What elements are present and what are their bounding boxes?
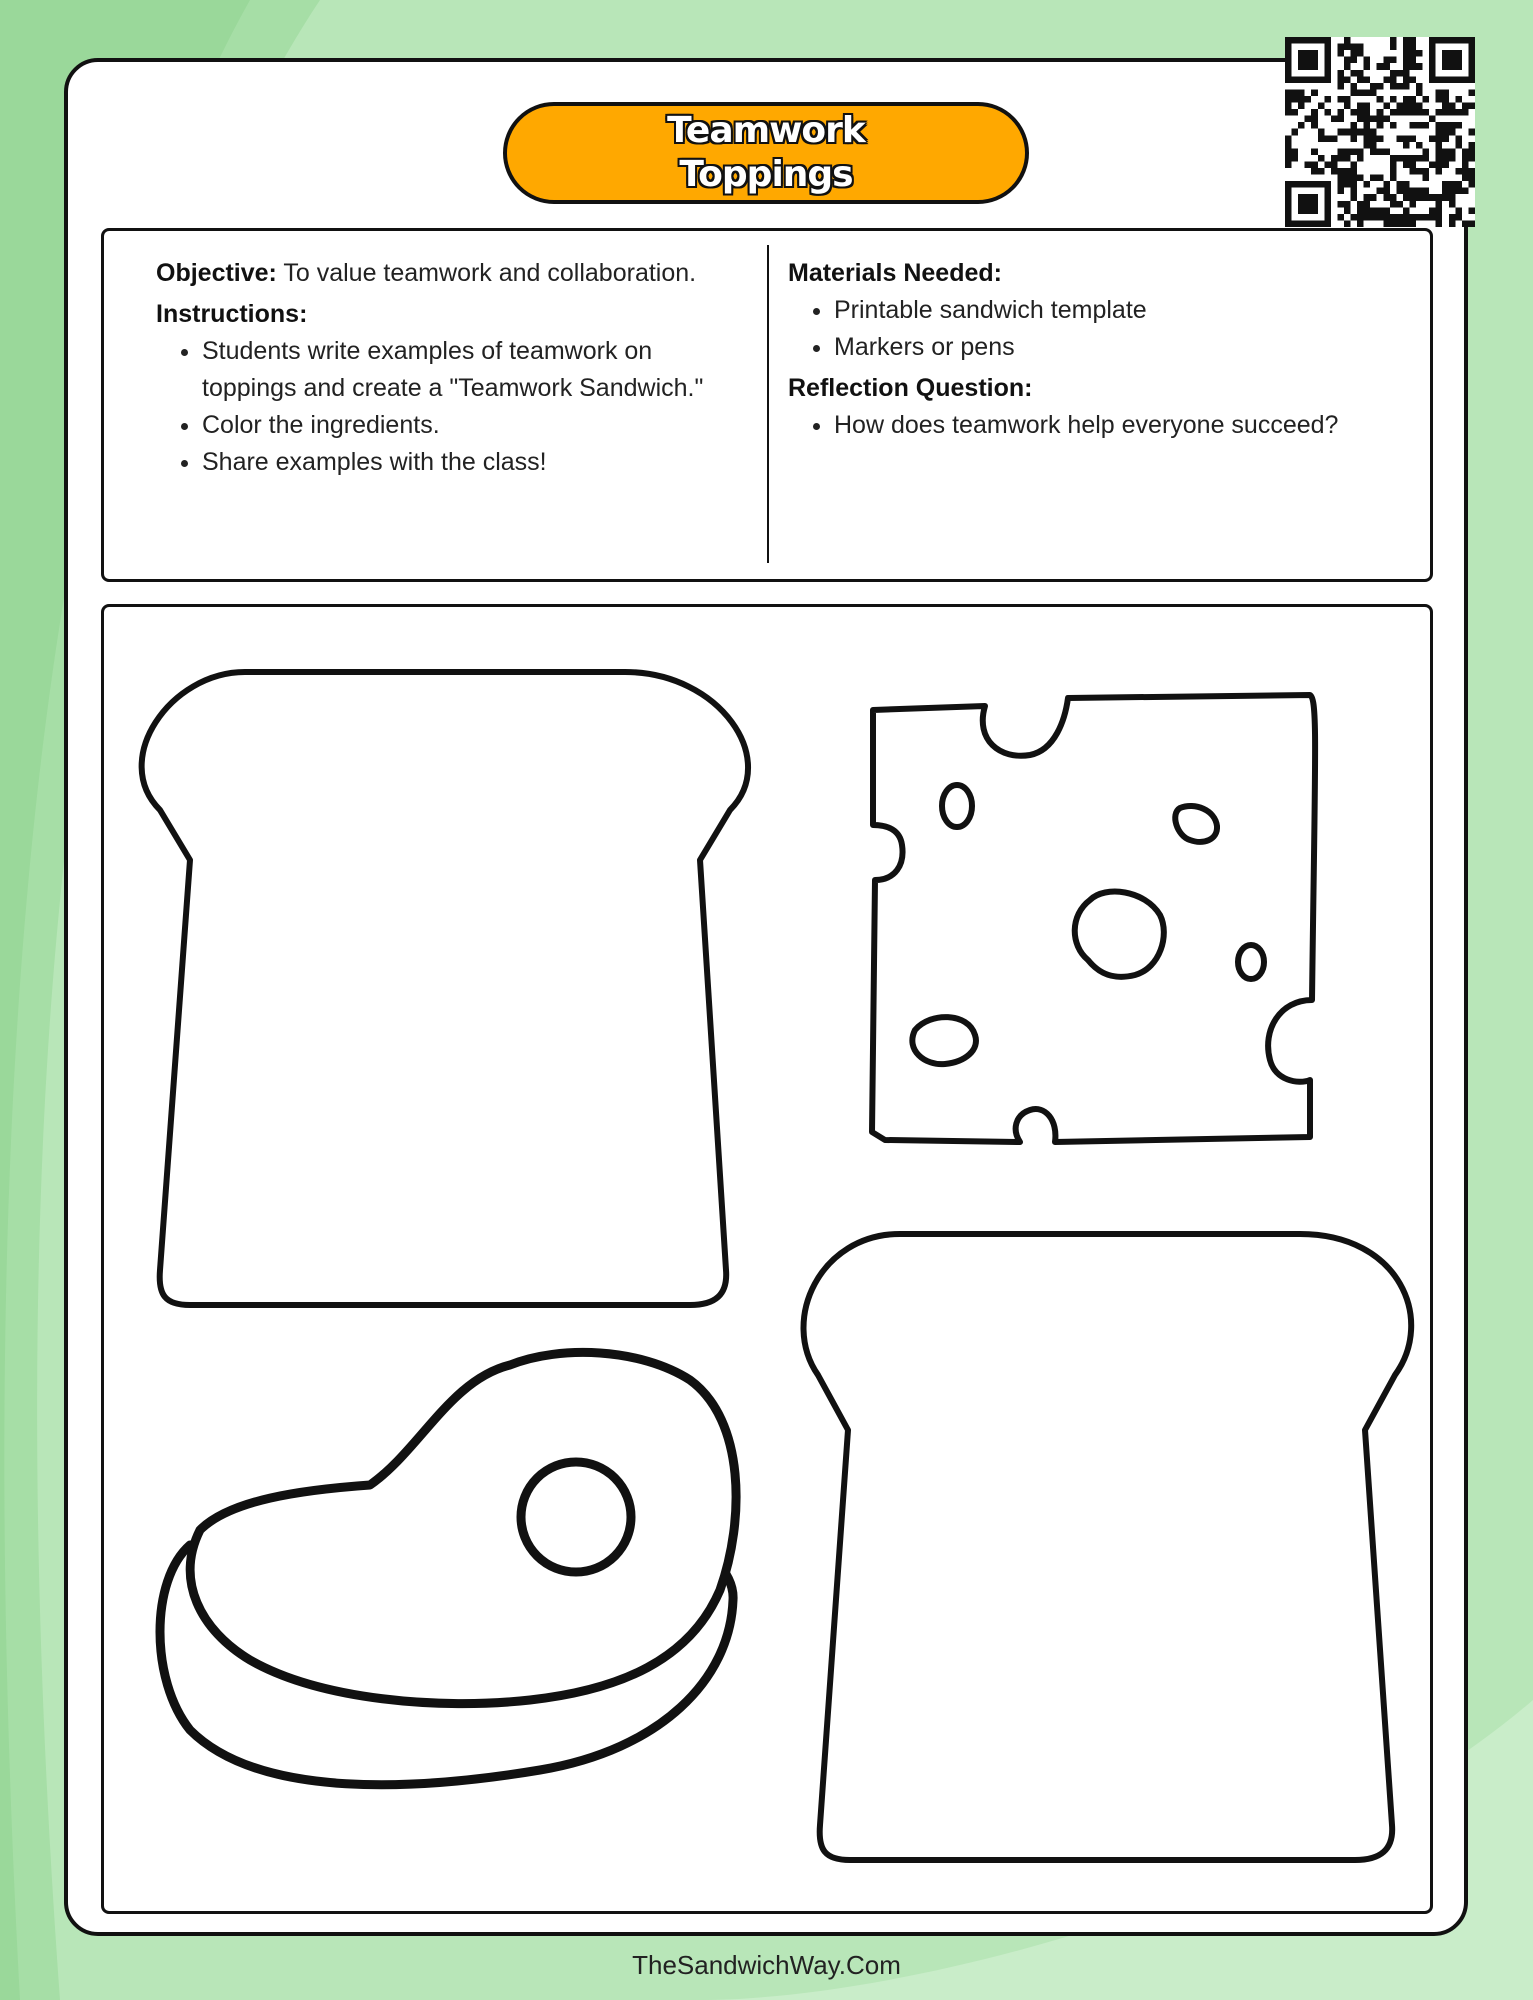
list-item: • Students write examples of teamwork on toppings and create a "Teamwork Sandwich." — [202, 333, 746, 407]
list-item: • Markers or pens — [834, 329, 1408, 366]
bread-slice-icon — [804, 1234, 1412, 1860]
footer-website: TheSandwichWay.Com — [632, 1950, 901, 1980]
title-line-2: Toppings — [679, 154, 853, 195]
list-item: • Printable sandwich template — [834, 292, 1408, 329]
list-item: • Share examples with the class! — [202, 444, 746, 481]
ham-slice-icon — [160, 1352, 736, 1784]
cheese-hole — [1075, 892, 1164, 977]
bread-slice-icon — [142, 672, 748, 1305]
objective-text: To value teamwork and collaboration. — [276, 259, 697, 287]
cheese-hole — [1175, 806, 1217, 842]
list-item: • How does teamwork help everyone succeed? — [834, 407, 1408, 444]
cheese-hole — [942, 785, 972, 827]
reflection-heading: Reflection Question: — [788, 374, 1033, 402]
title-line-1: Teamwork — [667, 110, 865, 151]
materials-heading: Materials Needed: — [788, 259, 1002, 287]
objective-label: Objective: — [156, 259, 277, 287]
instructions-heading: Instructions: — [156, 300, 308, 328]
cheese-hole — [912, 1017, 976, 1064]
cheese-slice-icon — [872, 695, 1315, 1142]
ham-bone-ring — [521, 1462, 631, 1572]
cheese-hole — [1238, 945, 1264, 979]
list-item: • Color the ingredients. — [202, 407, 746, 444]
